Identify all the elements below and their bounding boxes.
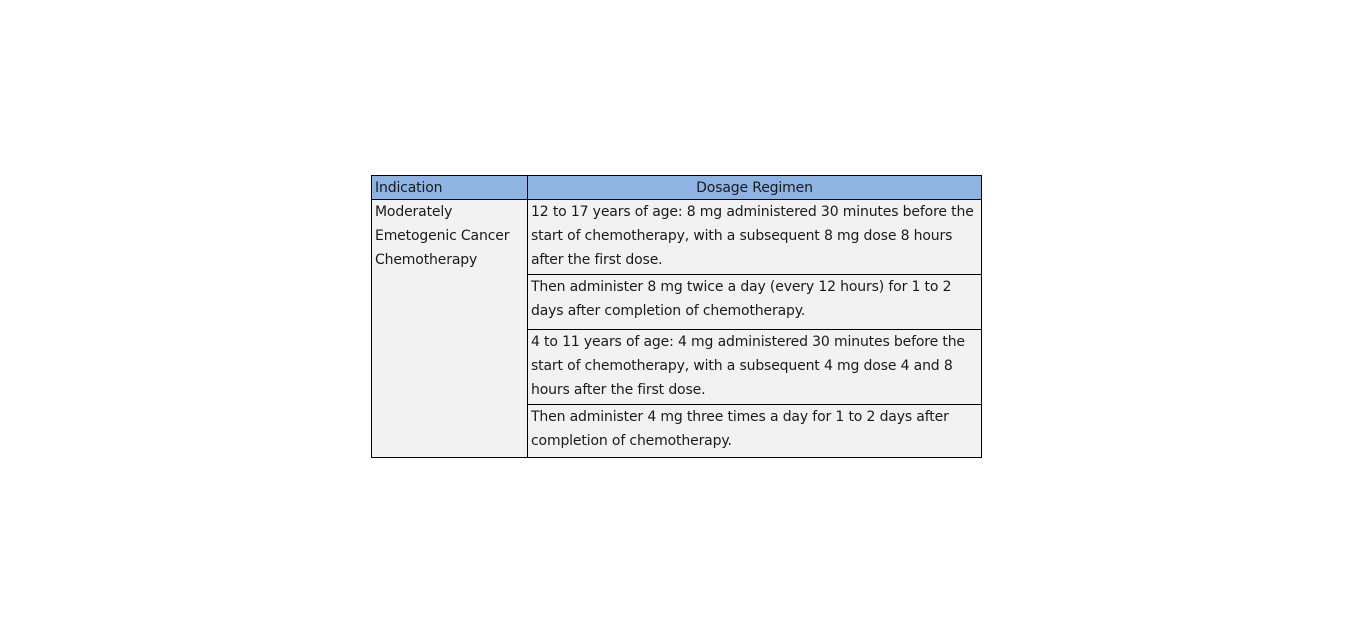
regimen-cell-4-11-initial: 4 to 11 years of age: 4 mg administered 30 minutes before the start of chemotherapy, with a subsequent 4 mg dose 4 and 8 hours after the first dose. [528, 330, 982, 405]
table-row [372, 200, 982, 275]
regimen-cell-12-17-followup: Then administer 8 mg twice a day (every 12 hours) for 1 to 2 days after completion of chemotherapy. [528, 275, 982, 330]
dosage-regimen-header: Dosage Regimen [528, 176, 982, 200]
indication-cell: Moderately Emetogenic Cancer Chemotherapy [372, 200, 528, 458]
regimen-cell-12-17-initial: 12 to 17 years of age: 8 mg administered 30 minutes before the start of chemotherapy, with a subsequent 8 mg dose 8 hours after the first dose. [528, 200, 982, 275]
indication-header: Indication [372, 176, 528, 200]
regimen-cell-4-11-followup: Then administer 4 mg three times a day for 1 to 2 days after completion of chemotherapy. [528, 405, 982, 458]
dosage-table [371, 175, 982, 458]
table-header-row [372, 176, 982, 200]
